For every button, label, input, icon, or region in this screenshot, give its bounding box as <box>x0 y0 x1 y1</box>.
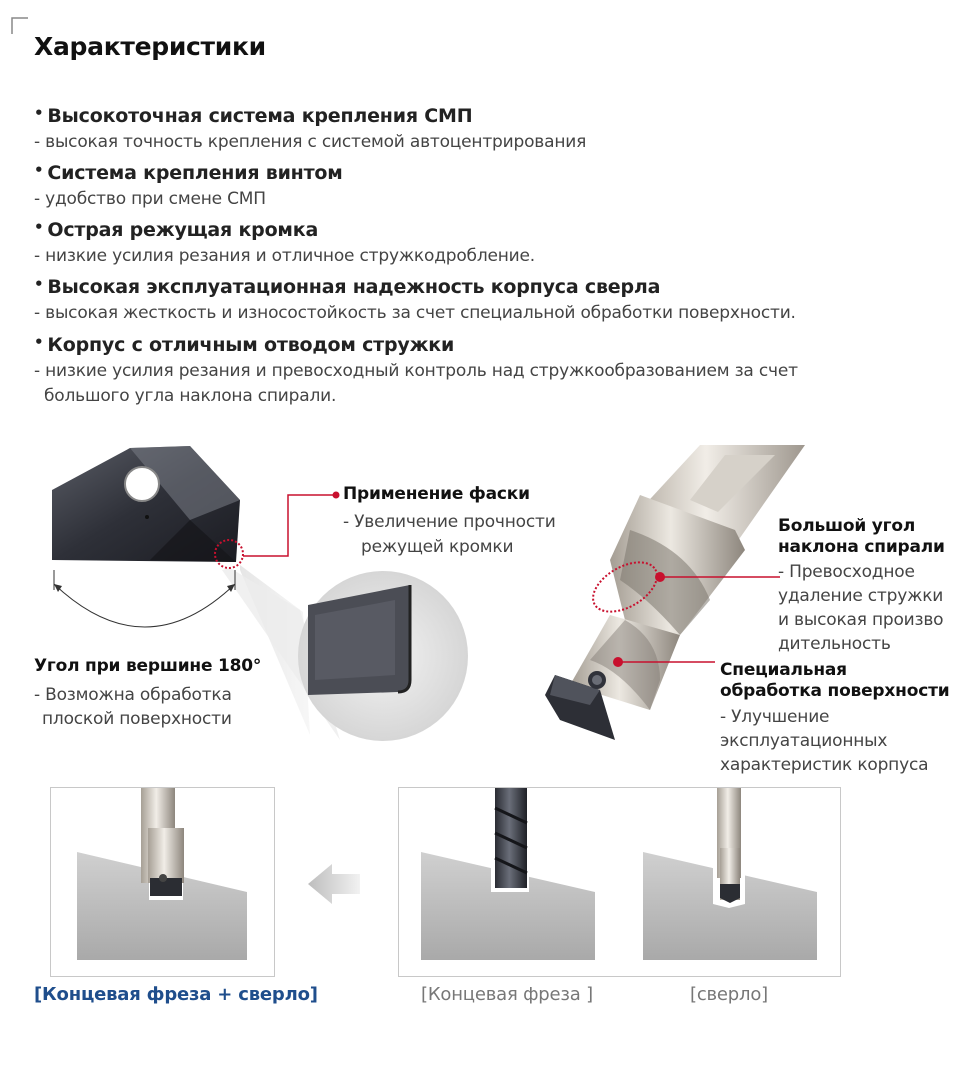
feature-2: • Система крепления винтом - удобство при смене СМП <box>34 161 343 212</box>
page-title: Характеристики <box>34 32 266 61</box>
combo-illustration <box>51 788 274 976</box>
helix-desc-2: удаление стружки <box>778 586 944 606</box>
feature-heading: Высокая эксплуатационная надежность корпуса сверла <box>47 276 661 298</box>
surface-desc-1: - Улучшение <box>720 707 830 727</box>
feature-desc-cont: большого угла наклона спирали. <box>44 386 337 406</box>
helix-title-2: наклона спирали <box>778 537 945 557</box>
comparison-panel <box>398 787 841 977</box>
helix-desc-1: - Превосходное <box>778 562 915 582</box>
feature-desc: - низкие усилия резания и отличное стружкодробление. <box>34 246 535 266</box>
surface-title-1: Специальная <box>720 660 847 680</box>
combo-panel <box>50 787 275 977</box>
feature-desc: - удобство при смене СМП <box>34 189 266 209</box>
feature-desc: - низкие усилия резания и превосходный контроль над стружкообразованием за счет <box>34 361 798 381</box>
feature-5: • Корпус с отличным отводом стружки - низкие усилия резания и превосходный контроль над стружкообразованием за счет большого угла наклона спирали. <box>34 333 798 409</box>
chamfer-desc-1: - Увеличение прочности <box>343 512 556 532</box>
surface-desc-2: эксплуатационных <box>720 731 888 751</box>
chamfer-desc-2: режущей кромки <box>361 537 514 557</box>
caption-endmill: [Концевая фреза ] <box>421 984 593 1005</box>
angle-desc-2: плоской поверхности <box>42 709 232 729</box>
helix-title-1: Большой угол <box>778 516 916 536</box>
arrow-left-icon <box>308 862 360 906</box>
surface-desc-3: характеристик корпуса <box>720 755 929 775</box>
feature-1: • Высокоточная система крепления СМП - высокая точность крепления с системой автоцентрирования <box>34 104 586 155</box>
surface-title-2: обработка поверхности <box>720 681 950 701</box>
helix-desc-3: и высокая произво <box>778 610 944 630</box>
comparison-illustration <box>399 788 840 976</box>
caption-drill: [сверло] <box>690 984 768 1005</box>
angle-title: Угол при вершине 180° <box>34 656 262 676</box>
feature-3: • Острая режущая кромка - низкие усилия резания и отличное стружкодробление. <box>34 218 535 269</box>
angle-desc-1: - Возможна обработка <box>34 685 232 705</box>
feature-heading: Острая режущая кромка <box>47 219 319 241</box>
chamfer-title: Применение фаски <box>343 484 530 504</box>
feature-desc: - высокая жесткость и износостойкость за счет специальной обработки поверхности. <box>34 303 796 323</box>
feature-heading: Высокоточная система крепления СМП <box>47 105 473 127</box>
feature-heading: Корпус с отличным отводом стружки <box>47 334 455 356</box>
feature-heading: Система крепления винтом <box>47 162 343 184</box>
feature-4: • Высокая эксплуатационная надежность корпуса сверла - высокая жесткость и износостойкость за счет специальной обработки поверхности. <box>34 275 796 326</box>
helix-desc-4: дительность <box>778 634 891 654</box>
feature-desc: - высокая точность крепления с системой автоцентрирования <box>34 132 587 152</box>
corner-bracket-icon <box>10 14 32 36</box>
caption-combo: [Концевая фреза + сверло] <box>34 984 318 1005</box>
